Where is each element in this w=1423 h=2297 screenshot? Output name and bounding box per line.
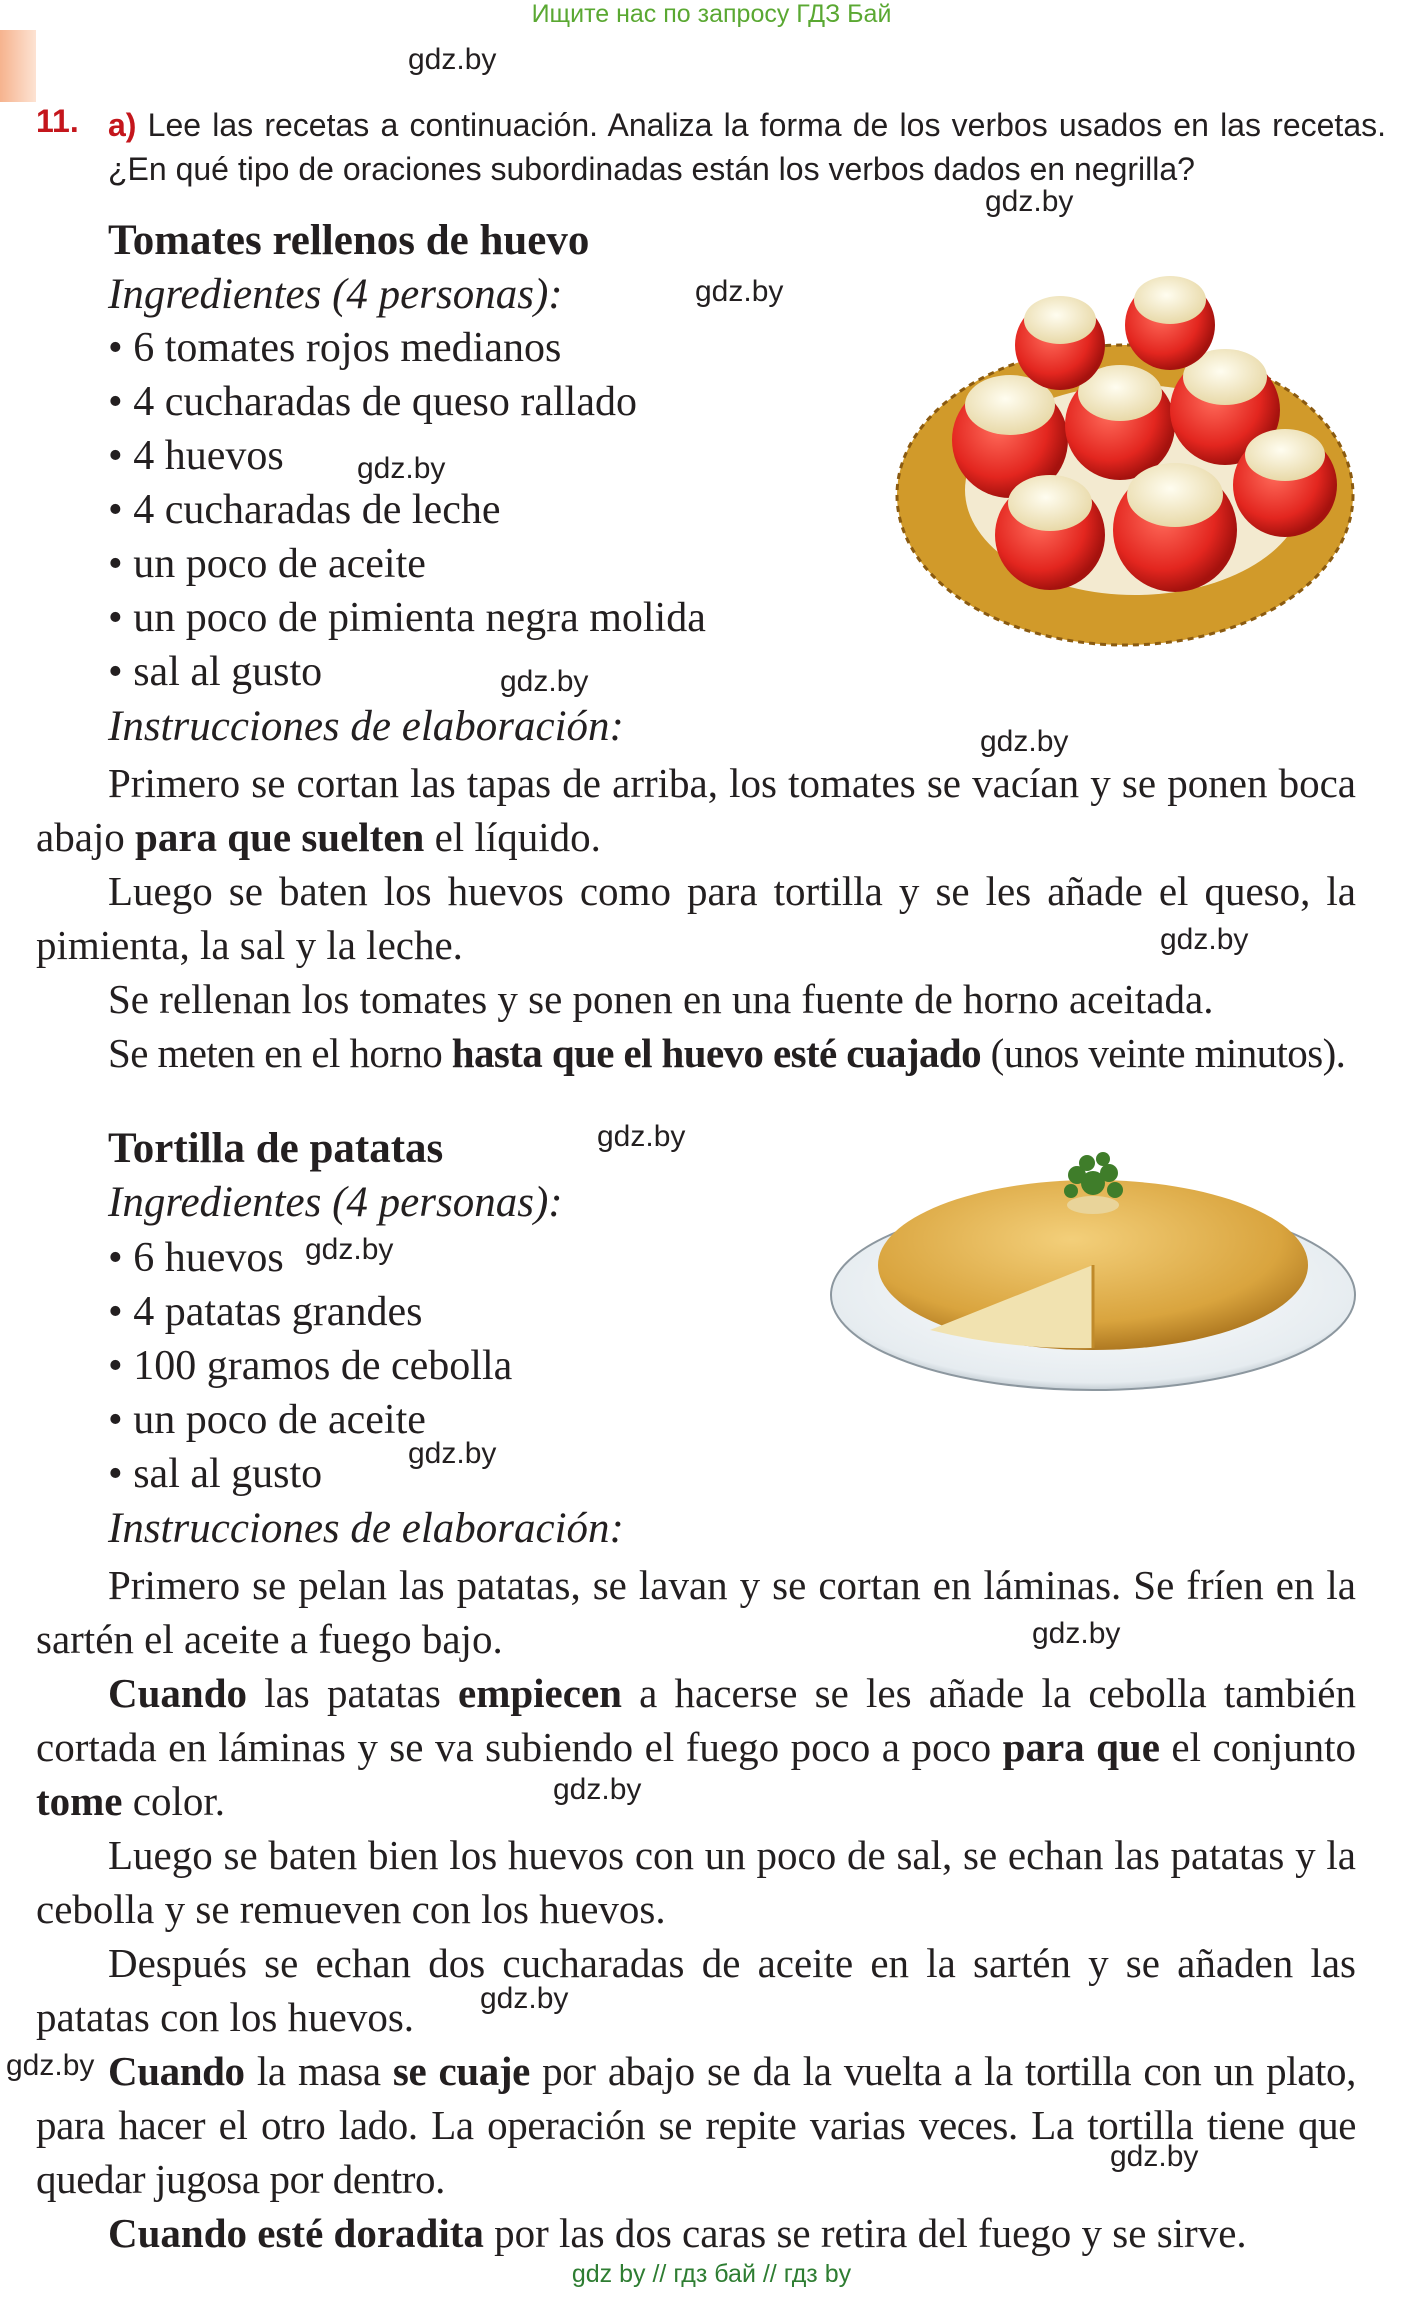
recipe1-ingredient: • sal al gusto bbox=[108, 649, 323, 695]
watermark: gdz.by bbox=[695, 275, 784, 308]
recipe1-ingredient: • un poco de pimienta negra molida bbox=[108, 595, 706, 641]
watermark: gdz.by bbox=[1160, 923, 1249, 956]
recipe2-title: Tortilla de patatas bbox=[108, 1125, 444, 1172]
recipe2-step-6: Cuando esté doradita por las dos caras se retira del fuego y se sirve. bbox=[108, 2210, 1247, 2256]
watermark: gdz.by bbox=[480, 1982, 569, 2015]
recipe1-ingredient: • 6 tomates rojos medianos bbox=[108, 325, 562, 371]
watermark: gdz.by bbox=[408, 43, 497, 76]
recipe1-ingredient: • 4 cucharadas de leche bbox=[108, 487, 501, 533]
recipe2-step-1: Primero se pelan las patatas, se lavan y se cortan en láminas. Se fríen en la sartén el aceite a fuego bajo. bbox=[36, 1562, 1356, 1662]
bold-verb: para que bbox=[1002, 1724, 1160, 1770]
watermark: gdz.by bbox=[597, 1120, 686, 1153]
bold-verb: Cuando esté doradita bbox=[108, 2210, 484, 2256]
watermark: gdz.by bbox=[408, 1437, 497, 1470]
bold-verb: Cuando bbox=[108, 1670, 248, 1716]
page-corner-tab bbox=[0, 30, 36, 102]
recipe2-step-3: Luego se baten bien los huevos con un poco de sal, se echan las patatas y la cebolla y se remueven con los huevos. bbox=[36, 1832, 1356, 1932]
task-number: 11. bbox=[36, 103, 79, 139]
recipe1-step-1: Primero se cortan las tapas de arriba, los tomates se vacían y se ponen boca abajo para que suelten el líquido. bbox=[36, 760, 1356, 860]
watermark: gdz.by bbox=[357, 452, 446, 485]
bold-verb: empiecen bbox=[458, 1670, 622, 1716]
task-letter: a) bbox=[108, 107, 137, 143]
recipe1-step-3: Se rellenan los tomates y se ponen en una fuente de horno aceitada. bbox=[108, 976, 1214, 1022]
recipe2-ingredient: • sal al gusto bbox=[108, 1451, 323, 1497]
recipe2-instructions-label: Instrucciones de elaboración: bbox=[108, 1505, 624, 1552]
watermark: gdz.by bbox=[985, 185, 1074, 218]
watermark: gdz.by bbox=[305, 1233, 394, 1266]
recipe2-ingredient: • un poco de aceite bbox=[108, 1397, 426, 1443]
recipe2-step-4: Después se echan dos cucharadas de aceite en la sartén y se añaden las patatas con los huevos. bbox=[36, 1940, 1356, 2040]
bold-verb: Cuando bbox=[108, 2048, 245, 2094]
bold-verb: para que suelten bbox=[135, 814, 425, 860]
recipe1-step-2: Luego se baten los huevos como para tortilla y se les añade el queso, la pimienta, la sal y la leche. bbox=[36, 868, 1356, 968]
recipe1-ingredient: • 4 cucharadas de queso rallado bbox=[108, 379, 637, 425]
recipe1-ingredient: • 4 huevos bbox=[108, 433, 284, 479]
recipe1-ingredients-label: Ingredientes (4 personas): bbox=[108, 271, 563, 318]
watermark: gdz.by bbox=[500, 665, 589, 698]
top-banner[interactable]: Ищите нас по запросу ГДЗ Бай bbox=[531, 0, 892, 28]
footer-links[interactable]: gdz by // гдз бай // гдз by bbox=[571, 2260, 852, 2288]
task-statement bbox=[108, 103, 1386, 191]
recipe2-ingredient: • 4 patatas grandes bbox=[108, 1289, 423, 1335]
recipe1-instructions bbox=[36, 756, 1356, 1080]
recipe2-ingredient: • 6 huevos bbox=[108, 1235, 284, 1281]
watermark: gdz.by bbox=[553, 1773, 642, 1806]
watermark: gdz.by bbox=[6, 2049, 95, 2082]
watermark: gdz.by bbox=[980, 725, 1069, 758]
bold-verb: hasta que el huevo esté cuajado bbox=[451, 1030, 981, 1076]
recipe1-title: Tomates rellenos de huevo bbox=[108, 217, 590, 264]
tortilla-photo bbox=[825, 1135, 1360, 1400]
recipe1-instructions-label: Instrucciones de elaboración: bbox=[108, 703, 624, 750]
recipe1-ingredient: • un poco de aceite bbox=[108, 541, 426, 587]
recipe1-step-4: Se meten en el horno hasta que el huevo esté cuajado (unos veinte minutos). bbox=[108, 1030, 1346, 1076]
task-text: Lee las recetas a continuación. Analiza la forma de los verbos usados en las recetas. ¿En qué tipo de oraciones subordinadas están los verbos dados en negrilla? bbox=[108, 107, 1387, 187]
recipe2-ingredients-label: Ingredientes (4 personas): bbox=[108, 1179, 563, 1226]
recipe2-step-5: Cuando la masa se cuaje por abajo se da la vuelta a la tortilla con un plato, para hacer el otro lado. La operación se repite varias veces. La tortilla tiene que quedar jugosa por dentro. bbox=[36, 2048, 1356, 2202]
watermark: gdz.by bbox=[1032, 1617, 1121, 1650]
bold-verb: tome bbox=[36, 1778, 123, 1824]
recipe2-ingredient: • 100 gramos de cebolla bbox=[108, 1343, 513, 1389]
stuffed-tomatoes-photo bbox=[890, 245, 1360, 650]
bold-verb: se cuaje bbox=[392, 2048, 530, 2094]
watermark: gdz.by bbox=[1110, 2140, 1199, 2173]
recipe2-step-2: Cuando las patatas empiecen a hacerse se les añade la cebolla también cortada en láminas y se va subiendo el fuego poco a poco para que el conjunto tome color. bbox=[36, 1670, 1356, 1824]
